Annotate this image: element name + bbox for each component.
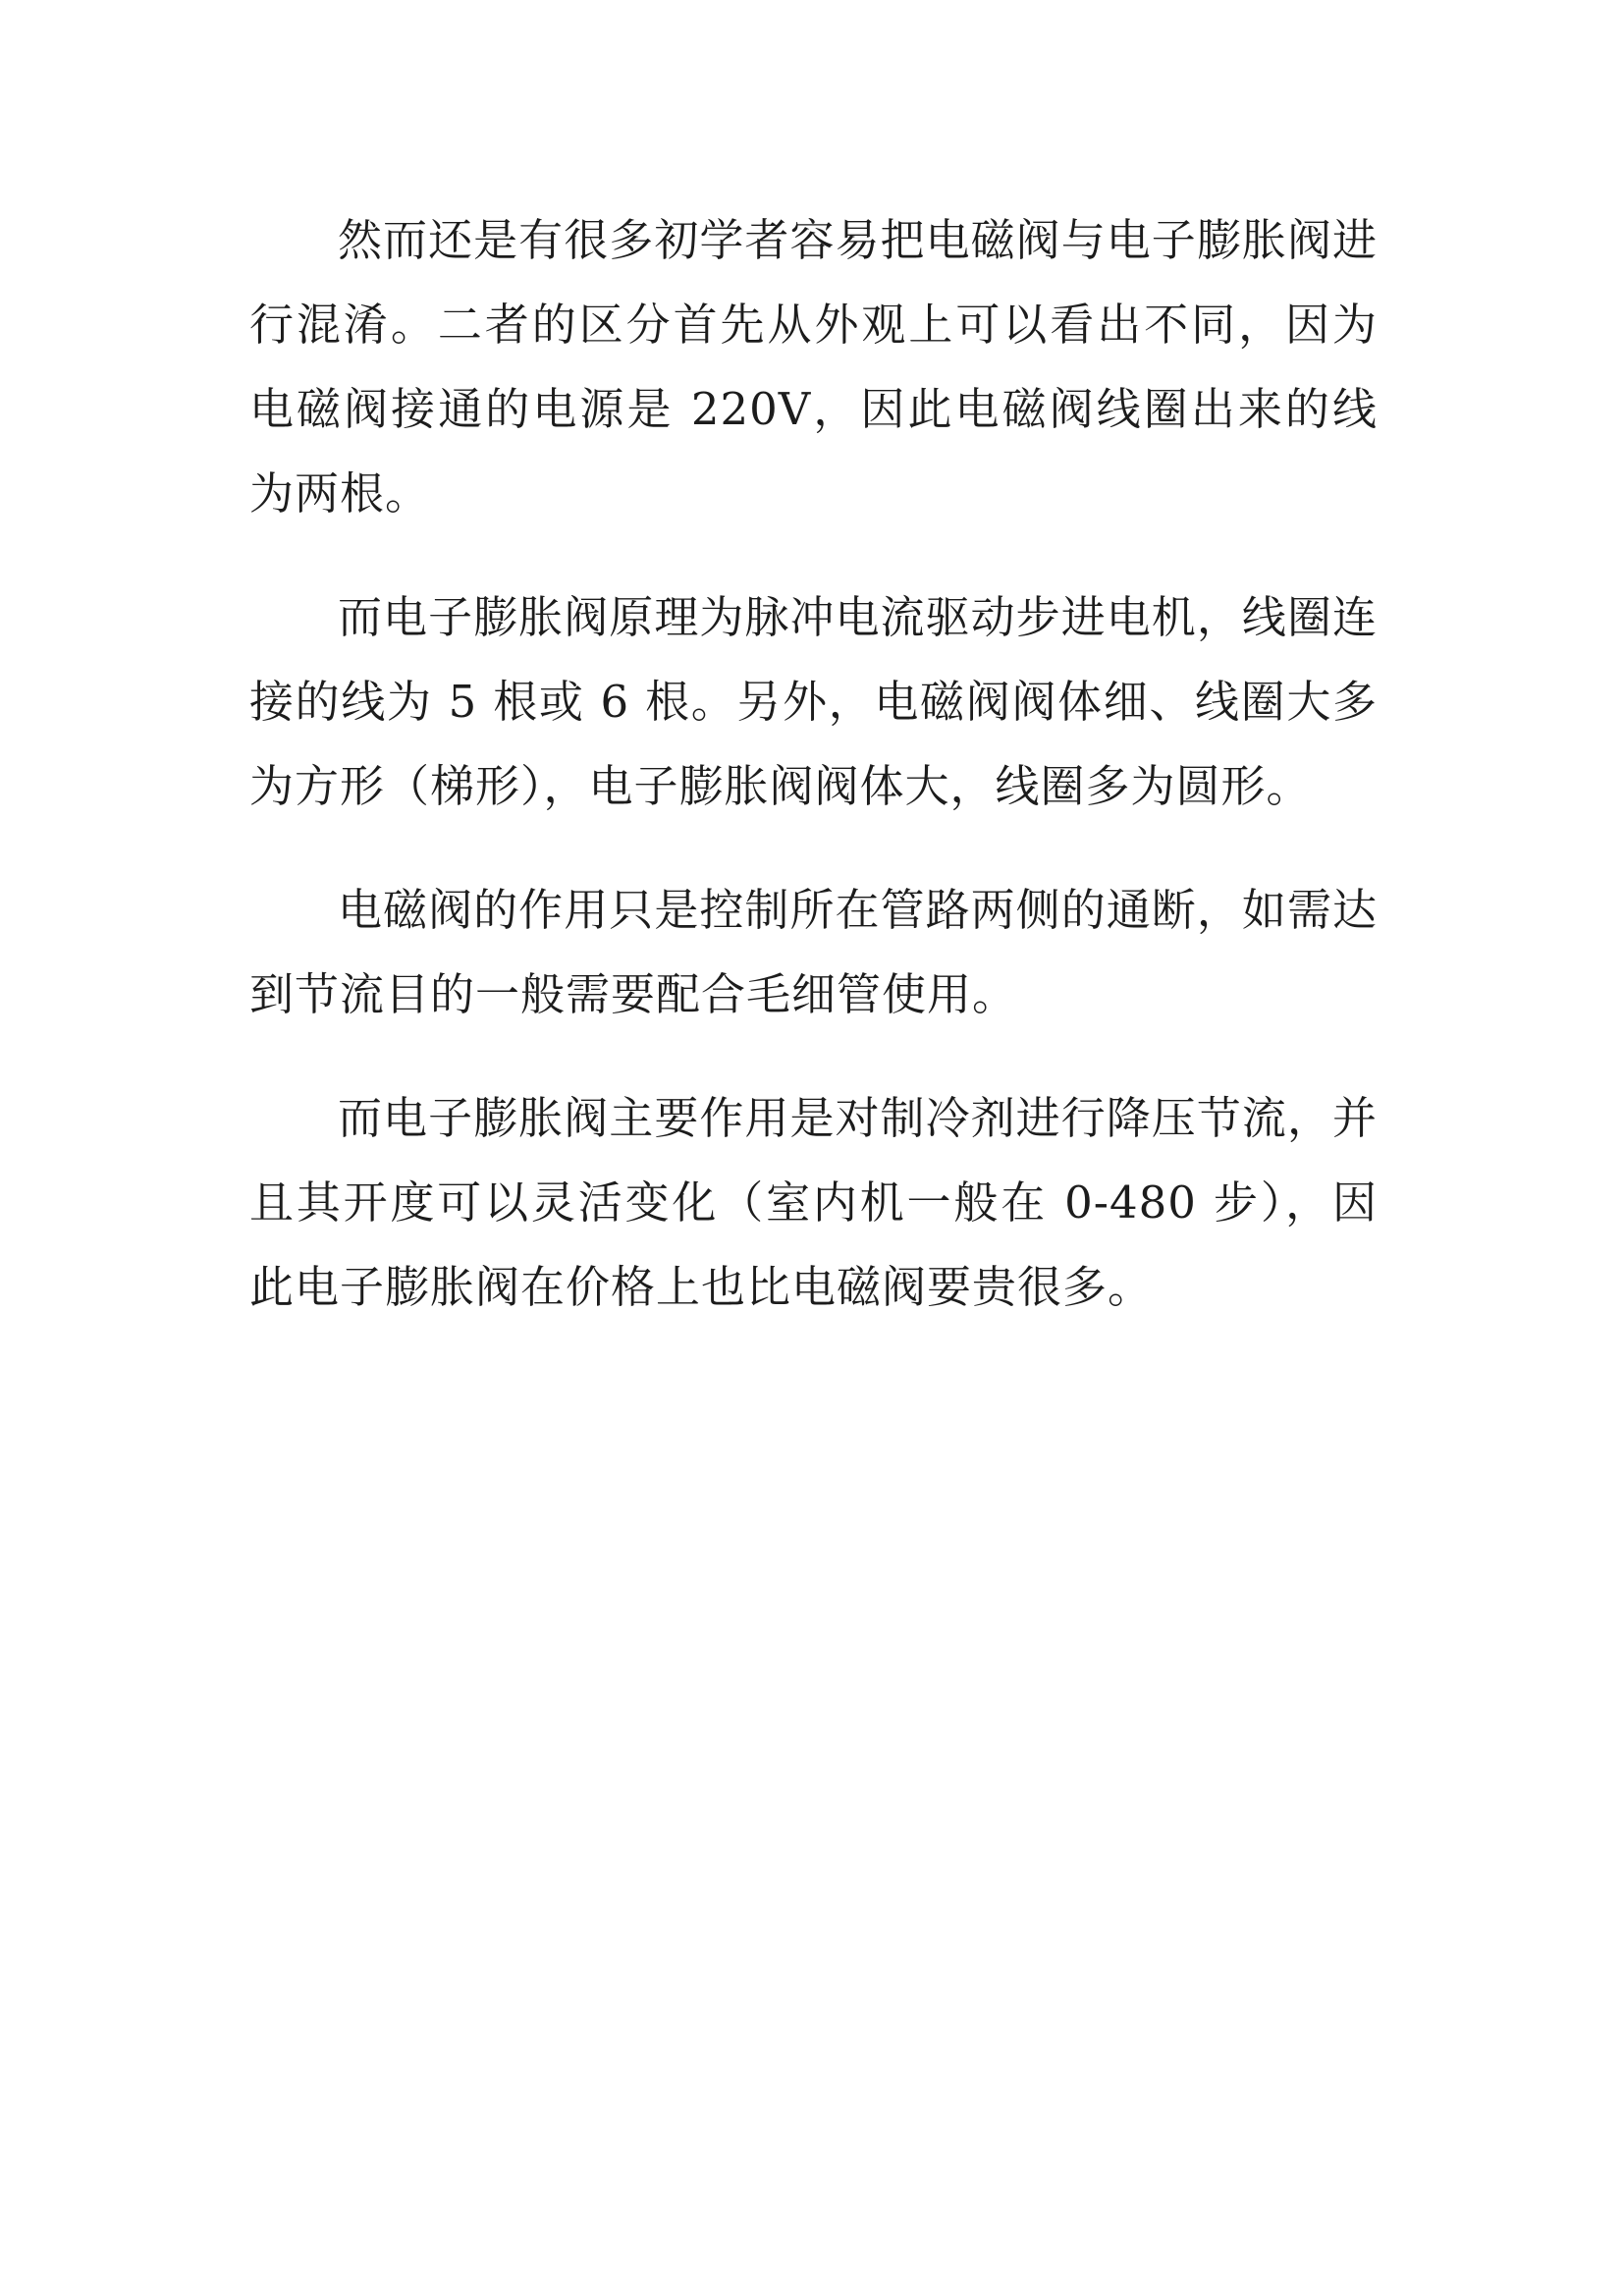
paragraph: 然而还是有很多初学者容易把电磁阀与电子膨胀阀进行混淆。二者的区分首先从外观上可以看出不同，因为电磁阀接通的电源是 220V，因此电磁阀线圈出来的线为两根。 — [249, 214, 1378, 519]
document-body — [249, 198, 1378, 1330]
paragraph: 电磁阀的作用只是控制所在管路两侧的通断，如需达到节流目的一般需要配合毛细管使用。 — [249, 884, 1378, 1020]
paragraph: 而电子膨胀阀原理为脉冲电流驱动步进电机，线圈连接的线为 5 根或 6 根。另外，电磁阀阀体细、线圈大多为方形（梯形），电子膨胀阀阀体大，线圈多为圆形。 — [249, 591, 1378, 812]
paragraph: 而电子膨胀阀主要作用是对制冷剂进行降压节流，并且其开度可以灵活变化（室内机一般在 0-480 步），因此电子膨胀阀在价格上也比电磁阀要贵很多。 — [249, 1092, 1378, 1313]
